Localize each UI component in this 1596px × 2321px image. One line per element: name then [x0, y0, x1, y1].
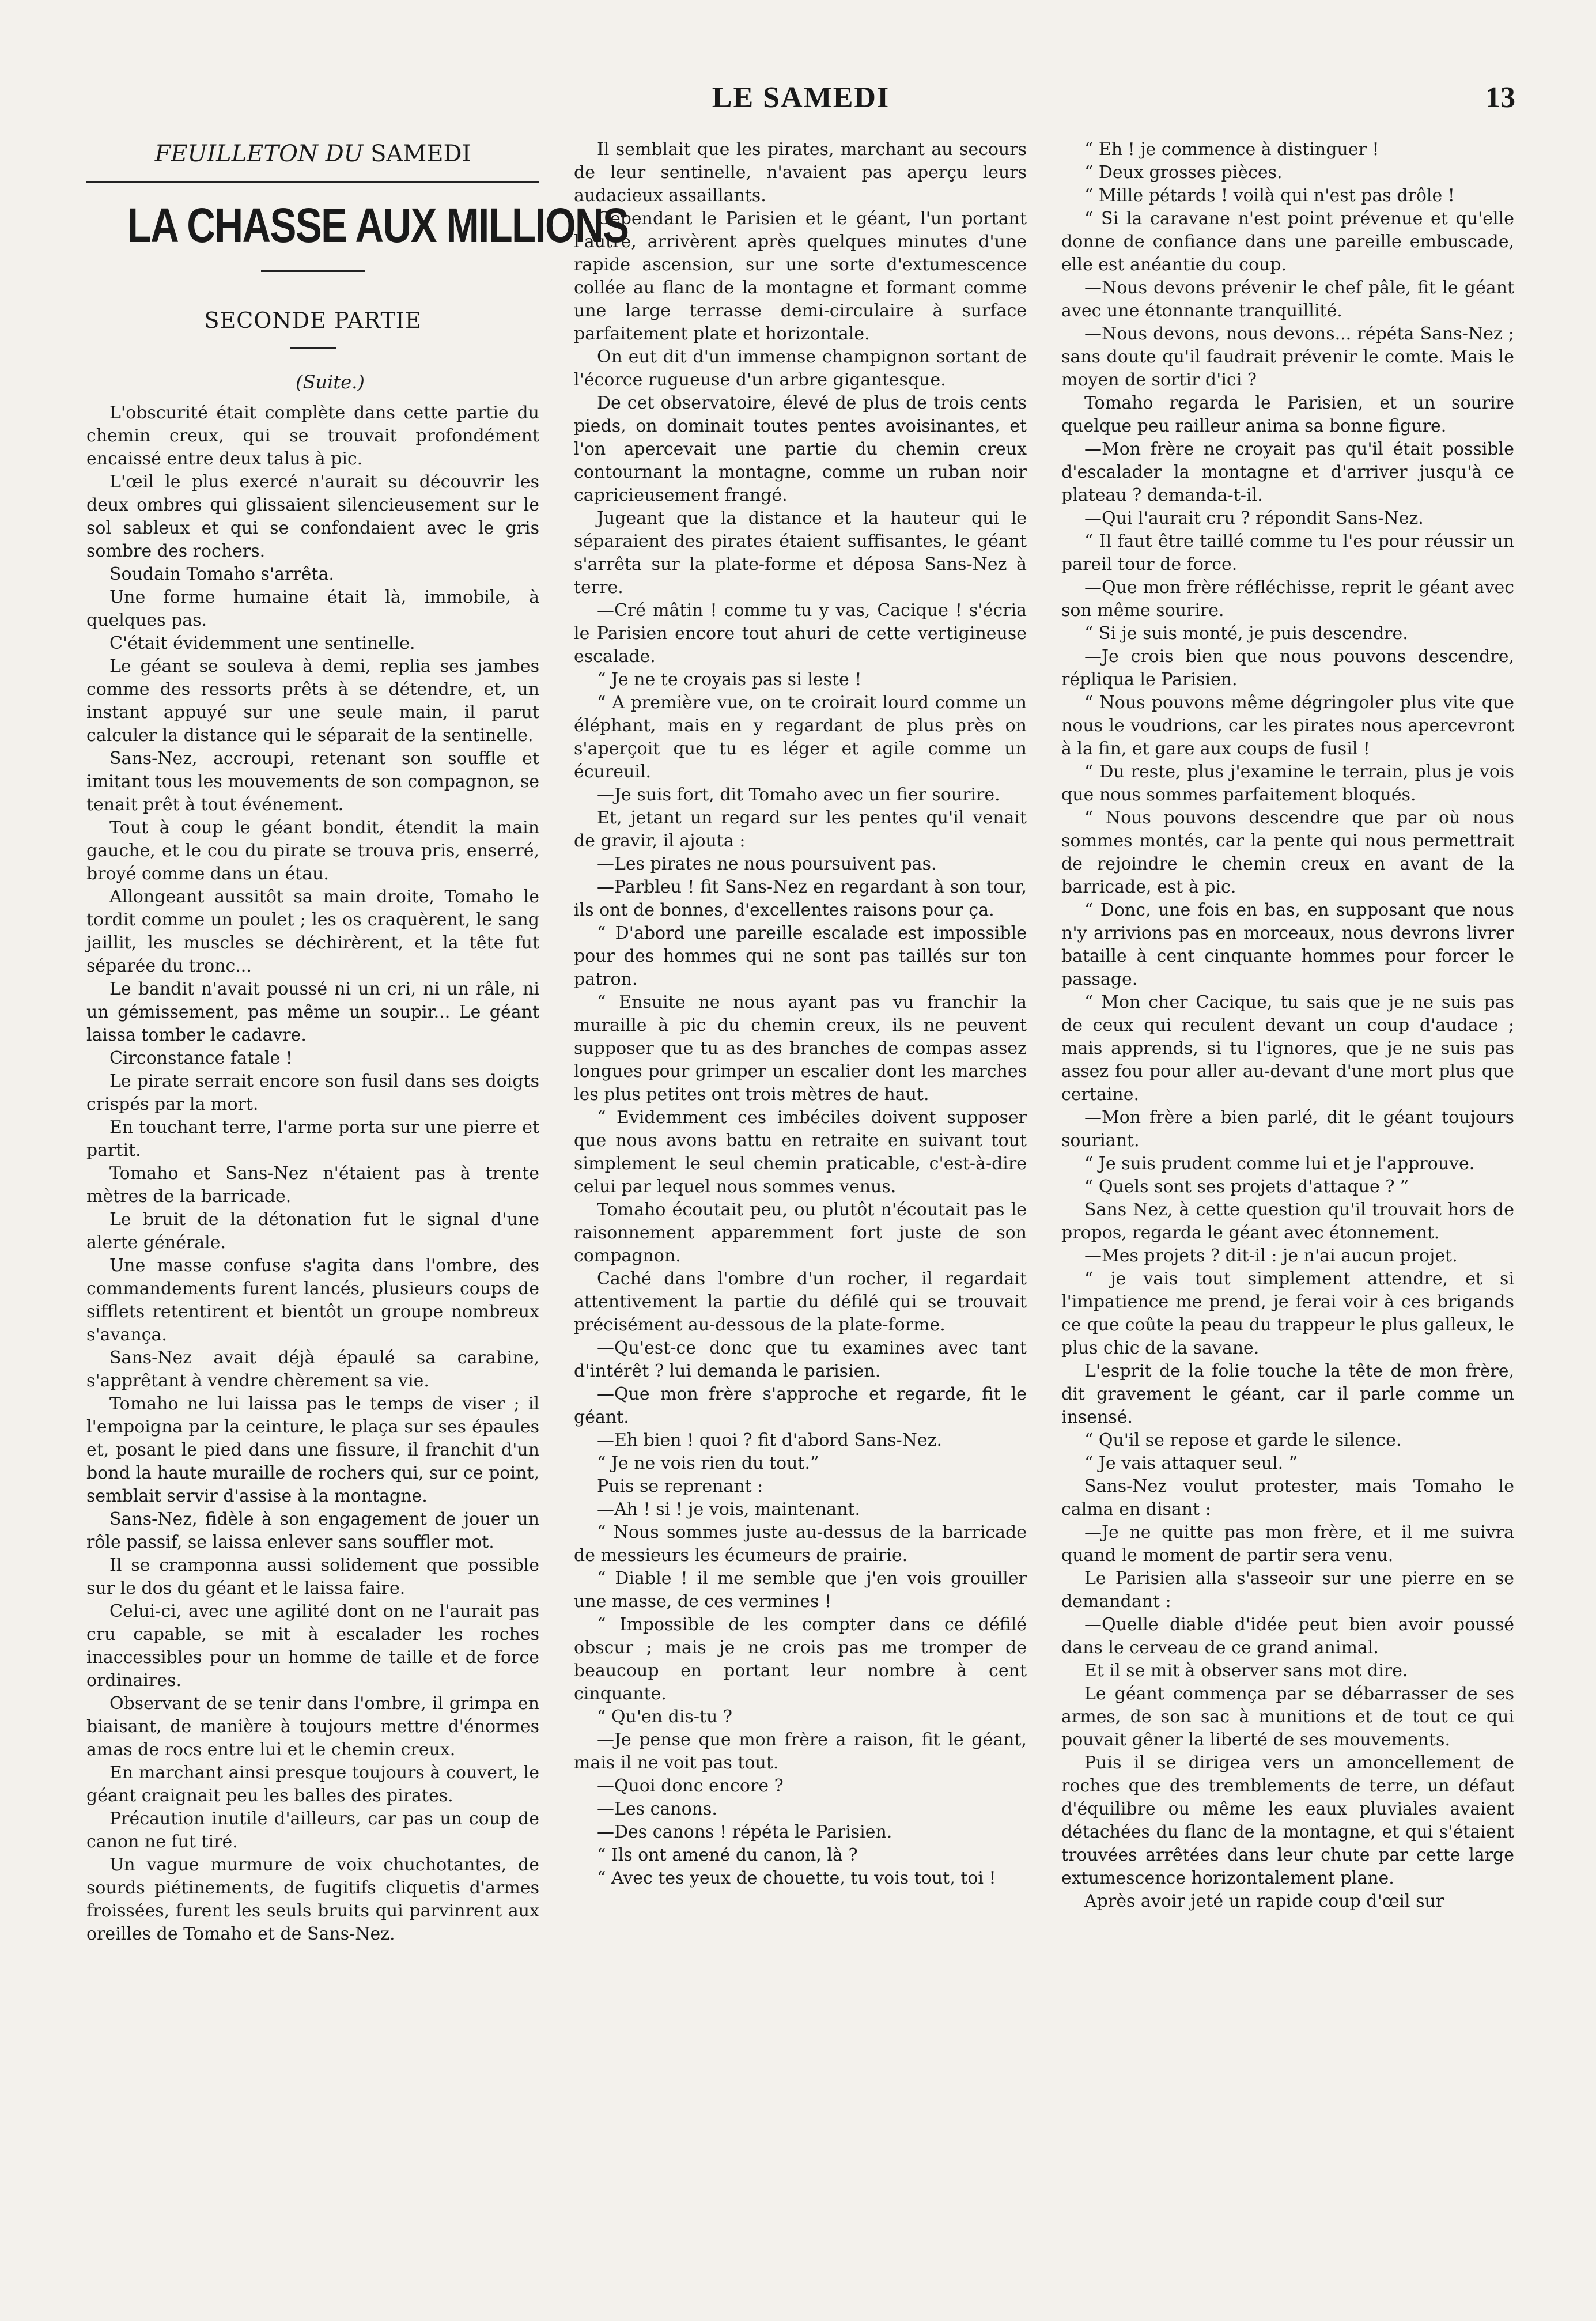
column-1	[86, 138, 629, 2288]
paragraph: Jugeant que la distance et la hauteur qui le séparaient des pirates étaient suffisantes, le géant s'arrêta sur la plate-forme et déposa Sans-Nez à terre.	[574, 508, 1027, 598]
paragraph: Observant de se tenir dans l'ombre, il grimpa en biaisant, de manière à toujours mettre d'énormes amas de rocs entre lui et le chemin creux.	[86, 1694, 539, 1760]
paragraph: Circonstance fatale !	[109, 1048, 293, 1068]
paragraph: Soudain Tomaho s'arrêta.	[109, 564, 334, 584]
title-divider	[261, 270, 365, 272]
paragraph: —Mes projets ? dit-il : je n'ai aucun projet.	[1084, 1246, 1458, 1266]
paragraph: “ Qu'en dis-tu ?	[597, 1707, 732, 1727]
paragraph: Et il se mit à observer sans mot dire.	[1084, 1661, 1408, 1681]
page-number: 13	[1485, 81, 1515, 114]
paragraph: Le Parisien alla s'asseoir sur une pierre en se demandant :	[1061, 1568, 1514, 1612]
paragraph: Sans-Nez voulut protester, mais Tomaho le calma en disant :	[1061, 1476, 1514, 1519]
paragraph: Sans Nez, à cette question qu'il trouvait hors de propos, regarda le géant avec étonnement.	[1061, 1200, 1514, 1243]
paragraph: “ D'abord une pareille escalade est impossible pour des hommes qui ne sont pas taillés sur ton patron.	[574, 923, 1027, 989]
paragraph: Tomaho écoutait peu, ou plutôt n'écoutait pas le raisonnement apparemment fort juste de son compagnon.	[574, 1200, 1027, 1266]
paragraph: —Je crois bien que nous pouvons descendre, répliqua le Parisien.	[1061, 647, 1514, 690]
text-columns	[86, 138, 1515, 2288]
paragraph: “ Je suis prudent comme lui et je l'approuve.	[1084, 1154, 1475, 1174]
paragraph: “ Qu'il se repose et garde le silence.	[1084, 1430, 1402, 1450]
paragraph: En marchant ainsi presque toujours à couvert, le géant craignait peu les balles des pirates.	[86, 1763, 539, 1806]
paragraph: Il semblait que les pirates, marchant au secours de leur sentinelle, n'avaient pas aperçu leurs audacieux assaillants.	[574, 139, 1027, 206]
paragraph: “ Je ne vois rien du tout.”	[597, 1453, 819, 1473]
paragraph: Tout à coup le géant bondit, étendit la main gauche, et le cou du pirate se trouva pris, enserré, broyé comme dans un étau.	[86, 818, 539, 884]
paragraph: L'œil le plus exercé n'aurait su découvrir les deux ombres qui glissaient silencieusement sur le sol sableux et qui se confondaient avec le gris sombre des rochers.	[86, 472, 539, 561]
paragraph: “ Nous pouvons même dégringoler plus vite que nous le voudrions, car les pirates nous apercevront à la fin, et gare aux coups de fusil !	[1061, 693, 1514, 759]
paragraph: “ Je ne te croyais pas si leste !	[597, 670, 862, 690]
paragraph: —Quoi donc encore ?	[597, 1776, 784, 1796]
paragraph: —Quelle diable d'idée peut bien avoir poussé dans le cerveau de ce grand animal.	[1061, 1615, 1514, 1658]
paragraph: “ Si je suis monté, je puis descendre.	[1084, 623, 1408, 644]
paragraph: Après avoir jeté un rapide coup d'œil sur	[1084, 1891, 1444, 1911]
paragraph: Le bandit n'avait poussé ni un cri, ni un râle, ni un gémissement, pas même un soupir... Le géant laissa tomber le cadavre.	[86, 979, 539, 1045]
paragraph: Celui-ci, avec une agilité dont on ne l'aurait pas cru capable, se mit à escalader les roches inaccessibles pour un homme de taille et de force ordinaires.	[86, 1601, 539, 1691]
paragraph: “ Nous pouvons descendre que par où nous sommes montés, car la pente qui nous permettrait de rejoindre le chemin creux en avant de la barricade, est à pic.	[1061, 808, 1514, 897]
paragraph: Une masse confuse s'agita dans l'ombre, des commandements furent lancés, plusieurs coups de sifflets retentirent et bientôt un groupe nombreux s'avança.	[86, 1256, 539, 1345]
paragraph: “ Deux grosses pièces.	[1084, 162, 1283, 183]
paragraph: “ je vais tout simplement attendre, et si l'impatience me prend, je ferai voir à ces brigands ce que coûte la peau du trappeur le plus galleux, le plus chic de la savane.	[1061, 1269, 1514, 1358]
paragraph: —Ah ! si ! je vois, maintenant.	[597, 1499, 861, 1519]
paragraph: L'obscurité était complète dans cette partie du chemin creux, qui se trouvait profondément encaissé entre deux talus à pic.	[86, 403, 539, 469]
paragraph: Sans-Nez avait déjà épaulé sa carabine, s'apprêtant à vendre chèrement sa vie.	[86, 1348, 539, 1391]
paragraph: Et, jetant un regard sur les pentes qu'il venait de gravir, il ajouta :	[574, 808, 1027, 851]
paragraph: —Que mon frère réfléchisse, reprit le géant avec son même sourire.	[1061, 577, 1514, 621]
paragraph: Il se cramponna aussi solidement que possible sur le dos du géant et le laissa faire.	[86, 1555, 539, 1598]
paragraph: Tomaho regarda le Parisien, et un sourire quelque peu railleur anima sa bonne figure.	[1061, 393, 1514, 436]
paragraph: —Je pense que mon frère a raison, fit le géant, mais il ne voit pas tout.	[574, 1730, 1027, 1773]
feuilleton-label-upright: SAMEDI	[370, 141, 471, 167]
paragraph: “ Ensuite ne nous ayant pas vu franchir la muraille à pic du chemin creux, ils ne peuvent supposer que tu as des branches de compas assez longues pour grimper un escalier dont les marches les plus petites ont trois mètres de haut.	[574, 992, 1027, 1105]
paragraph: —Je suis fort, dit Tomaho avec un fier sourire.	[597, 785, 1000, 805]
paragraph: Cependant le Parisien et le géant, l'un portant l'autre, arrivèrent après quelques minutes d'une rapide ascension, sur une sorte d'extumescence collée au flanc de la montagne et formant comme une large terrasse demi-circulaire à surface parfaitement plate et horizontale.	[574, 209, 1027, 344]
paragraph: De cet observatoire, élevé de plus de trois cents pieds, on dominait toutes pentes avoisinantes, et l'on apercevait une partie du chemin creux contournant la montagne, comme un ruban noir capricieusement frangé.	[574, 393, 1027, 505]
paragraph: “ Mon cher Cacique, tu sais que je ne suis pas de ceux qui reculent devant un coup d'audace ; mais apprends, si tu l'ignores, que je ne suis pas assez fou pour aller au-devant d'une mort plus que certaine.	[1061, 992, 1514, 1105]
paragraph: Le bruit de la détonation fut le signal d'une alerte générale.	[86, 1209, 539, 1253]
paragraph: “ Quels sont ses projets d'attaque ? ”	[1084, 1177, 1409, 1197]
paragraph: —Qui l'aurait cru ? répondit Sans-Nez.	[1084, 508, 1424, 528]
paragraph: “ Nous sommes juste au-dessus de la barricade de messieurs les écumeurs de prairie.	[574, 1522, 1027, 1566]
paragraph: Le pirate serrait encore son fusil dans ses doigts crispés par la mort.	[86, 1071, 539, 1114]
paragraph: —Mon frère a bien parlé, dit le géant toujours souriant.	[1061, 1107, 1514, 1151]
paragraph: —Des canons ! répéta le Parisien.	[597, 1822, 892, 1842]
story-title: LA CHASSE AUX MILLIONS	[127, 198, 629, 252]
paragraph: “ Mille pétards ! voilà qui n'est pas drôle !	[1084, 186, 1455, 206]
paragraph: Un vague murmure de voix chuchotantes, de sourds piétinements, de fugitifs cliquetis d'armes froissées, furent les seuls bruits qui parvinrent aux oreilles de Tomaho et de Sans-Nez.	[86, 1855, 539, 1944]
paragraph: —Mon frère ne croyait pas qu'il était possible d'escalader la montagne et d'arriver jusqu'à ce plateau ? demanda-t-il.	[1061, 439, 1514, 505]
paragraph: “ Du reste, plus j'examine le terrain, plus je vois que nous sommes parfaitement bloqués.	[1061, 762, 1514, 805]
paragraph: —Je ne quitte pas mon frère, et il me suivra quand le moment de partir sera venu.	[1061, 1522, 1514, 1566]
paragraph: Tomaho ne lui laissa pas le temps de viser ; il l'empoigna par la ceinture, le plaça sur ses épaules et, posant le pied dans une fissure, il franchit d'un bond la haute muraille de rochers qui, sur ce point, semblait servir d'assise à la montagne.	[86, 1394, 539, 1506]
paragraph: En touchant terre, l'arme porta sur une pierre et partit.	[86, 1117, 539, 1160]
page-header	[86, 81, 1515, 121]
newspaper-title: LE SAMEDI	[712, 81, 890, 114]
paragraph: Tomaho et Sans-Nez n'étaient pas à trente mètres de la barricade.	[86, 1163, 539, 1207]
paragraph: —Qu'est-ce donc que tu examines avec tant d'intérêt ? lui demanda le parisien.	[574, 1338, 1027, 1381]
paragraph: —Que mon frère s'approche et regarde, fit le géant.	[574, 1384, 1027, 1427]
paragraph: On eut dit d'un immense champignon sortant de l'écorce rugueuse d'un arbre gigantesque.	[574, 347, 1027, 390]
part-divider	[290, 347, 336, 349]
paragraph: Une forme humaine était là, immobile, à quelques pas.	[86, 587, 539, 630]
paragraph: —Parbleu ! fit Sans-Nez en regardant à son tour, ils ont de bonnes, d'excellentes raisons pour ça.	[574, 877, 1027, 920]
paragraph: —Cré mâtin ! comme tu y vas, Cacique ! s'écria le Parisien encore tout ahuri de cette vertigineuse escalade.	[574, 600, 1027, 667]
column-3	[1061, 138, 1514, 2288]
paragraph: “ Diable ! il me semble que j'en vois grouiller une masse, de ces vermines !	[574, 1568, 1027, 1612]
paragraph: Le géant commença par se débarrasser de ses armes, de son sac à munitions et de tout ce qui pouvait gêner la liberté de ses mouvements.	[1061, 1684, 1514, 1750]
header-rule	[86, 181, 539, 183]
paragraph: C'était évidemment une sentinelle.	[109, 633, 415, 653]
paragraph: Caché dans l'ombre d'un rocher, il regardait attentivement la partie du défilé qui se trouvait précisément au-dessous de la plate-forme.	[574, 1269, 1027, 1335]
paragraph: “ Avec tes yeux de chouette, tu vois tout, toi !	[597, 1868, 996, 1888]
paragraph: Puis se reprenant :	[597, 1476, 763, 1496]
paragraph: Précaution inutile d'ailleurs, car pas un coup de canon ne fut tiré.	[86, 1809, 539, 1852]
paragraph: —Eh bien ! quoi ? fit d'abord Sans-Nez.	[597, 1430, 943, 1450]
paragraph: —Les canons.	[597, 1799, 717, 1819]
paragraph: —Les pirates ne nous poursuivent pas.	[597, 854, 937, 874]
column-2	[574, 138, 1027, 2288]
paragraph: Sans-Nez, accroupi, retenant son souffle et imitant tous les mouvements de son compagnon, se tenait prêt à tout événement.	[86, 749, 539, 815]
feuilleton-label-italic: FEUILLETON DU	[154, 141, 364, 167]
part-heading: SECONDE PARTIE	[204, 308, 422, 333]
paragraph: “ Ils ont amené du canon, là ?	[597, 1845, 858, 1865]
paragraph: “ Donc, une fois en bas, en supposant que nous n'y arrivions pas en morceaux, nous devrons livrer bataille à cent cinquante hommes pour forcer le passage.	[1061, 900, 1514, 989]
paragraph: “ Evidemment ces imbéciles doivent supposer que nous avons battu en retraite en suivant tout simplement le seul chemin praticable, c'est-à-dire celui par lequel nous sommes venus.	[574, 1107, 1027, 1197]
paragraph: “ Je vais attaquer seul. ”	[1084, 1453, 1298, 1473]
paragraph: Sans-Nez, fidèle à son engagement de jouer un rôle passif, se laissa enlever sans souffler mot.	[86, 1509, 539, 1552]
paragraph: —Nous devons, nous devons... répéta Sans-Nez ; sans doute qu'il faudrait prévenir le comte. Mais le moyen de sortir d'ici ?	[1061, 324, 1514, 390]
feuilleton-label	[86, 138, 539, 169]
paragraph: “ Il faut être taillé comme tu l'es pour réussir un pareil tour de force.	[1061, 531, 1514, 574]
paragraph: “ A première vue, on te croirait lourd comme un éléphant, mais en y regardant de plus près on s'aperçoit que tu es léger et agile comme un écureuil.	[574, 693, 1027, 782]
newspaper-page	[86, 46, 1515, 2293]
paragraph: —Nous devons prévenir le chef pâle, fit le géant avec une étonnante tranquillité.	[1061, 278, 1514, 321]
paragraph: “ Impossible de les compter dans ce défilé obscur ; mais je ne crois pas me tromper de beaucoup en portant leur nombre à cent cinquante.	[574, 1615, 1027, 1704]
suite-note: (Suite.)	[296, 371, 365, 393]
paragraph: L'esprit de la folie touche la tête de mon frère, dit gravement le géant, car il parle comme un insensé.	[1061, 1361, 1514, 1427]
paragraph: “ Si la caravane n'est point prévenue et qu'elle donne de confiance dans une pareille embuscade, elle est anéantie du coup.	[1061, 209, 1514, 275]
paragraph: Puis il se dirigea vers un amoncellement de roches que des tremblements de terre, un défaut d'équilibre ou même les eaux pluviales avaient détachées du flanc de la montagne, et qui s'étaient trouvées arrêtées dans leur chute par cette large extumescence horizontalement plane.	[1061, 1753, 1514, 1888]
paragraph: Le géant se souleva à demi, replia ses jambes comme des ressorts prêts à se détendre, et, un instant appuyé sur une seule main, il parut calculer la distance qui le séparait de la sentinelle.	[86, 656, 539, 746]
paragraph: Allongeant aussitôt sa main droite, Tomaho le tordit comme un poulet ; les os craquèrent, le sang jaillit, les muscles se déchirèrent, et la tête fut séparée du tronc...	[86, 887, 539, 976]
paragraph: “ Eh ! je commence à distinguer !	[1084, 139, 1379, 160]
